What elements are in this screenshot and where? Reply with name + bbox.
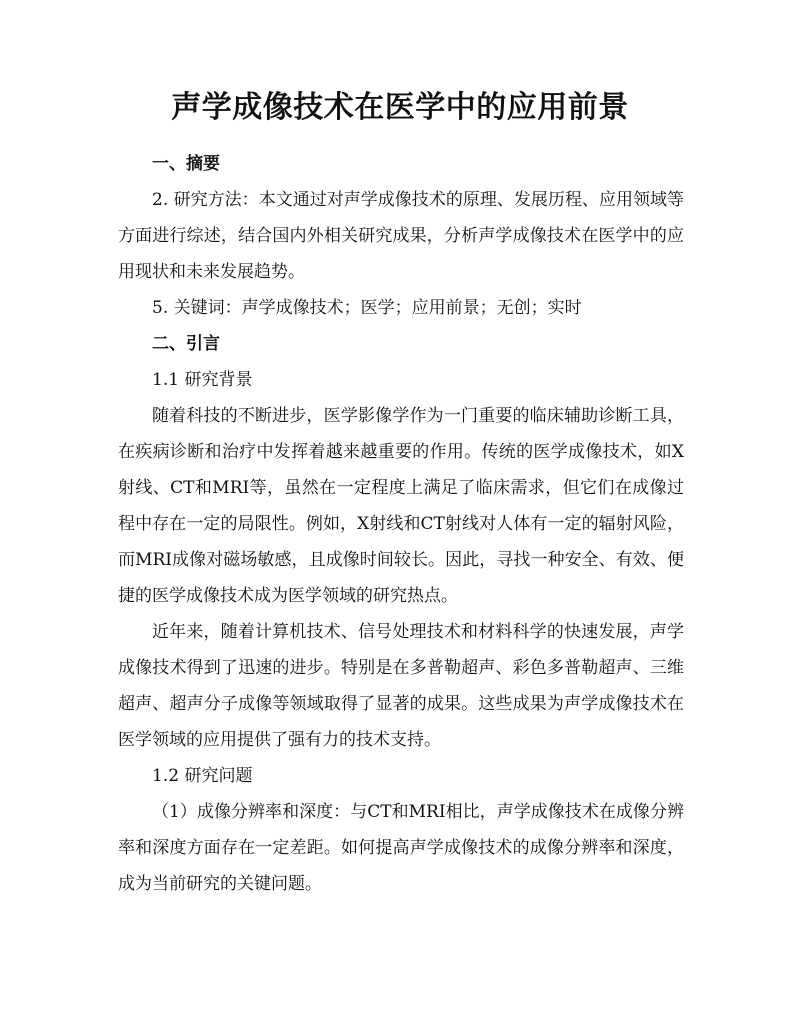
document-title: 声学成像技术在医学中的应用前景	[171, 90, 629, 125]
paragraph-question-1: （1）成像分辨率和深度：与CT和MRI相比，声学成像技术在成像分辨率和深度方面存在一定差距。如何提高声学成像技术的成像分辨率和深度，成为当前研究的关键问题。	[118, 802, 684, 894]
paragraph-research-method: 2. 研究方法：本文通过对声学成像技术的原理、发展历程、应用领域等方面进行综述，结合国内外相关研究成果，分析声学成像技术在医学中的应用现状和未来发展趋势。	[118, 190, 684, 282]
paragraph-background-2: 近年来，随着计算机技术、信号处理技术和材料科学的快速发展，声学成像技术得到了迅速的进步。特别是在多普勒超声、彩色多普勒超声、三维超声、超声分子成像等领域取得了显著的成果。这些成果为声学成像技术在医学领域的应用提供了强有力的技术支持。	[118, 622, 684, 750]
paragraph-keywords: 5. 关键词：声学成像技术；医学；应用前景；无创；实时	[152, 298, 582, 318]
section-heading-abstract: 一、摘要	[152, 154, 220, 174]
subheading-research-background: 1.1 研究背景	[152, 370, 253, 390]
document-body	[118, 146, 684, 902]
subheading-research-questions: 1.2 研究问题	[152, 766, 253, 786]
paragraph-background-1: 随着科技的不断进步，医学影像学作为一门重要的临床辅助诊断工具，在疾病诊断和治疗中发挥着越来越重要的作用。传统的医学成像技术，如X射线、CT和MRI等，虽然在一定程度上满足了临床需求，但它们在成像过程中存在一定的局限性。例如，X射线和CT射线对人体有一定的辐射风险，而MRI成像对磁场敏感，且成像时间较长。因此，寻找一种安全、有效、便捷的医学成像技术成为医学领域的研究热点。	[118, 406, 684, 606]
section-heading-introduction: 二、引言	[152, 334, 220, 354]
